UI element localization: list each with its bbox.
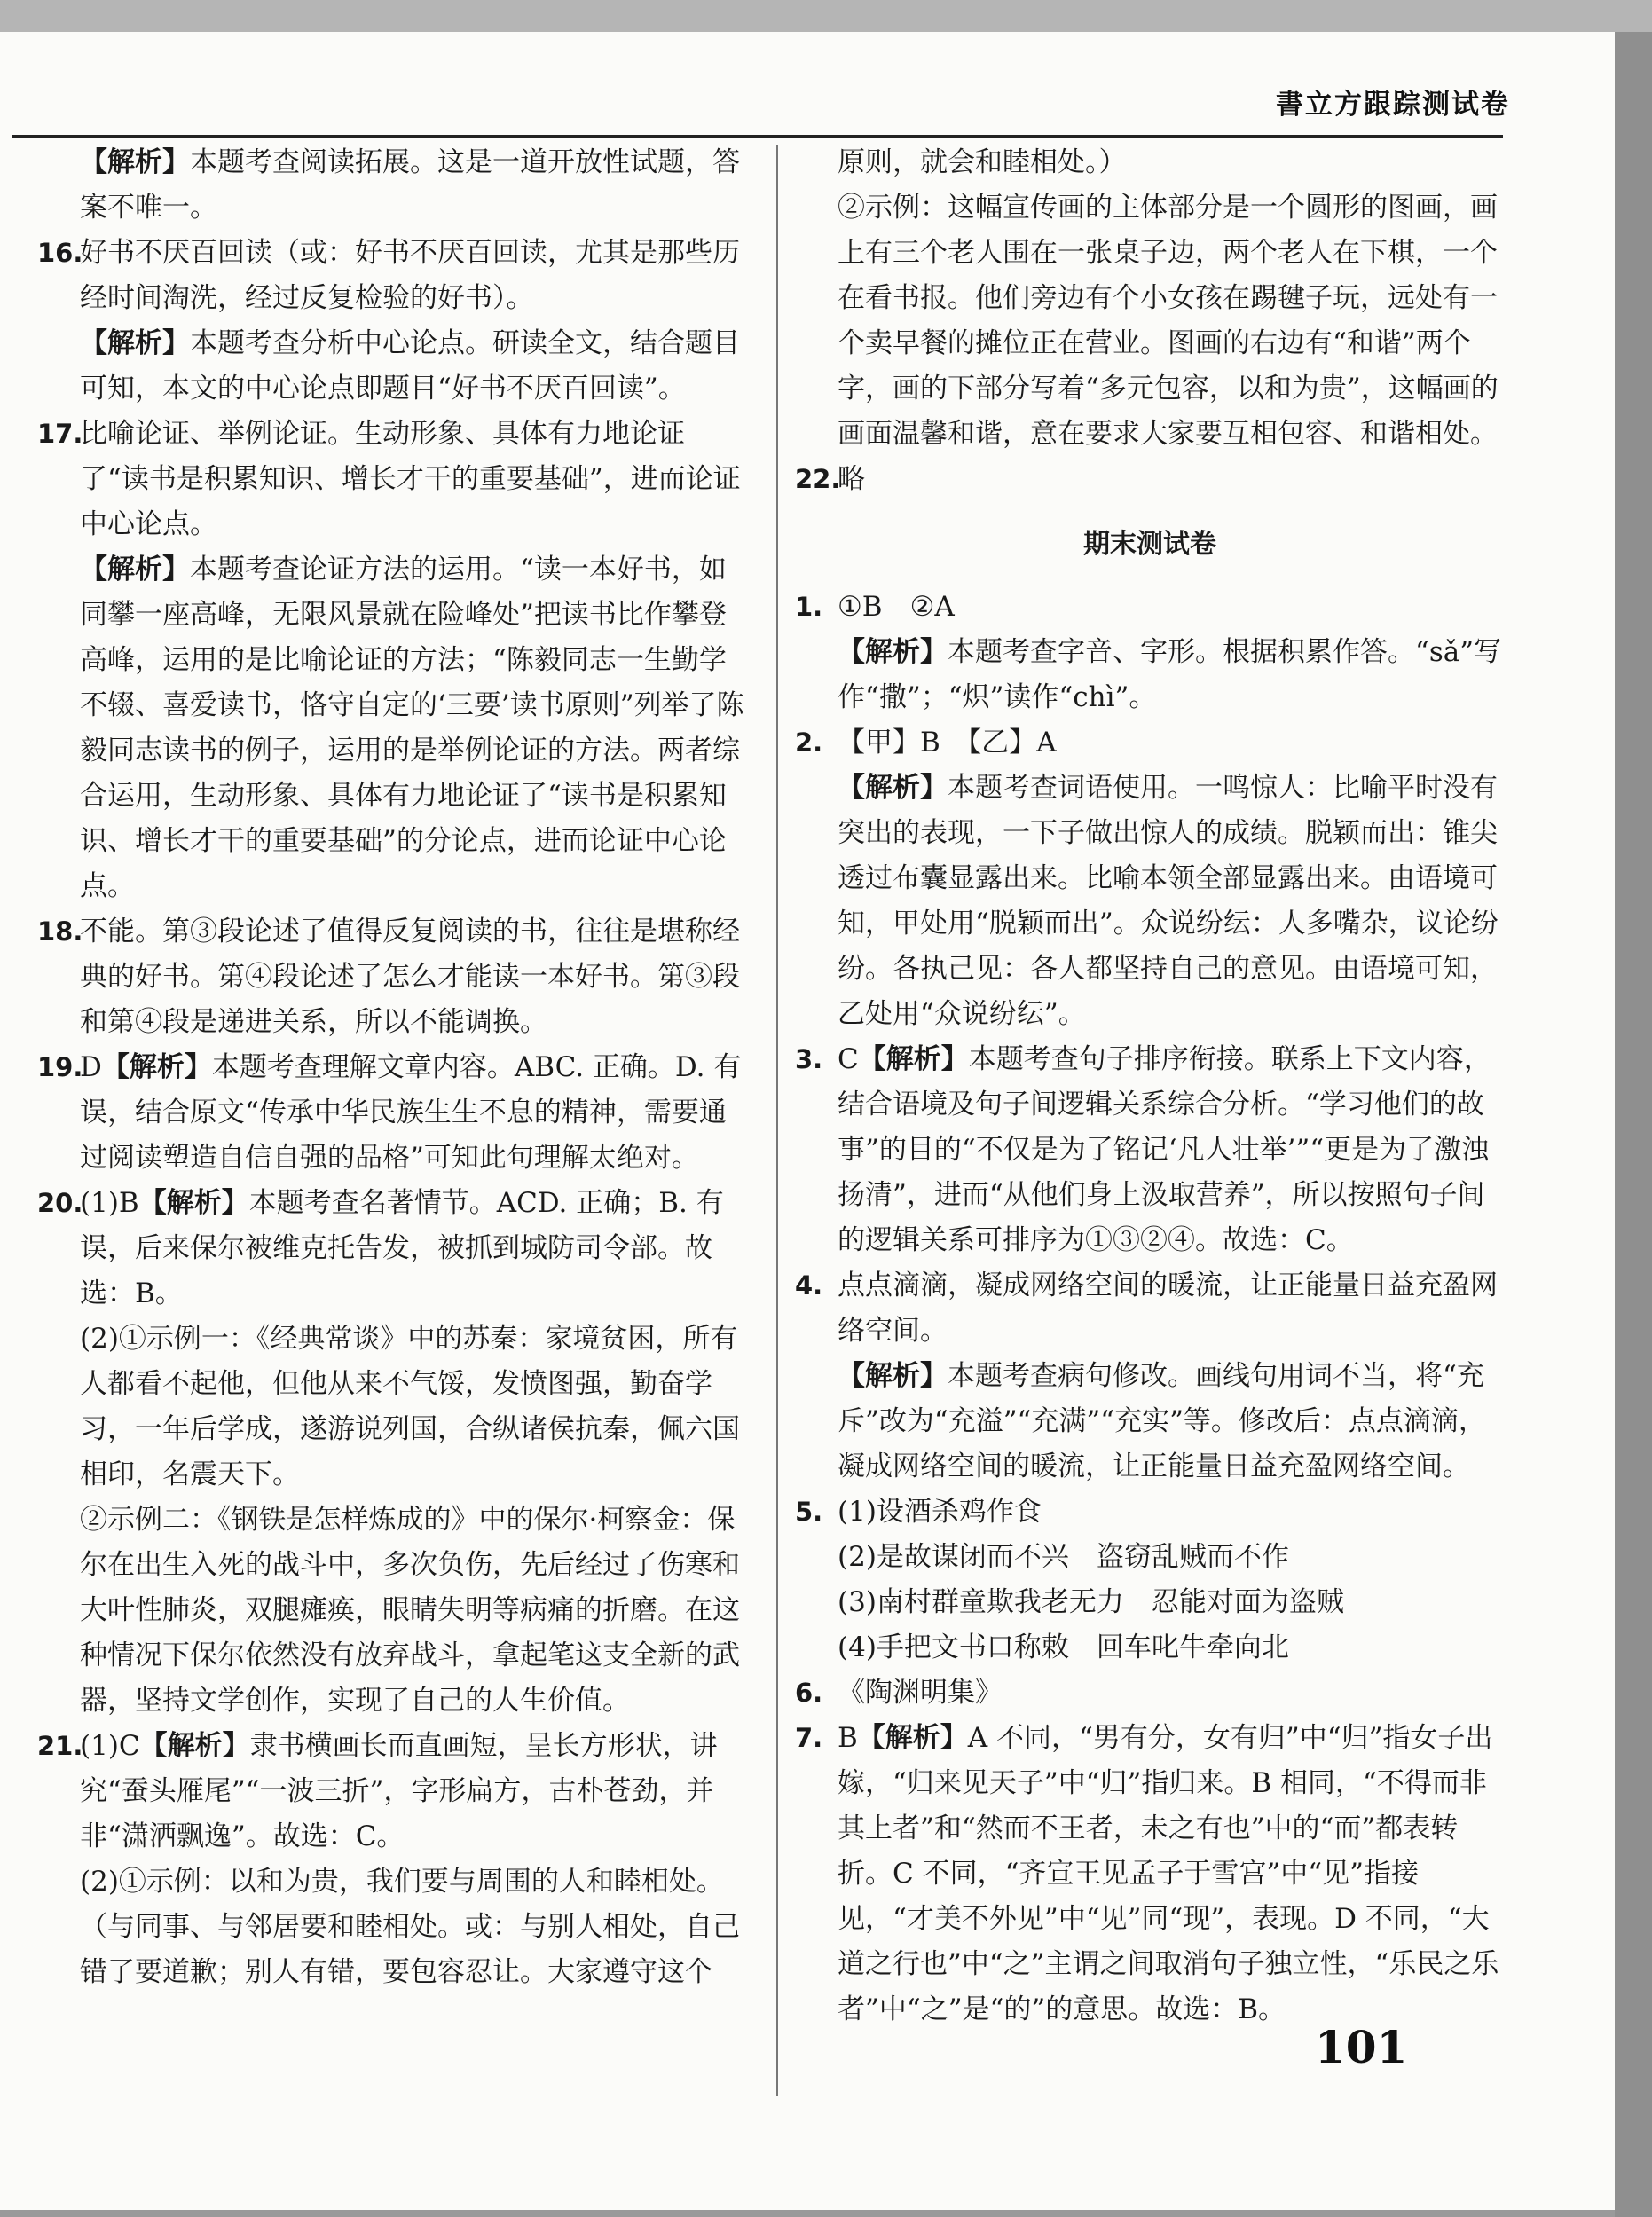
right-column [795, 140, 1505, 2032]
answer-item [795, 720, 1505, 766]
analysis-label: 【解析】 [857, 1722, 968, 1754]
answer-paragraph [37, 1317, 747, 1498]
answer-text: 原则，就会和睦相处。） [838, 146, 1127, 178]
analysis-label: 【解析】 [80, 327, 190, 359]
answer-body [838, 1263, 1505, 1354]
question-number: 3. [795, 1044, 823, 1074]
answer-text: (1)B [80, 1187, 139, 1219]
column-divider [776, 145, 778, 2096]
answer-paragraph [37, 321, 747, 412]
scan-top-border [0, 0, 1652, 32]
answer-text: 本题考查名著情节。ACD. 正确；B. 有误，后来保尔被维克托告发，被抓到城防司令部。故选：B。 [80, 1187, 724, 1309]
question-number: 6. [795, 1678, 823, 1708]
answer-line [838, 457, 1505, 502]
answer-item [795, 1263, 1505, 1354]
answer-body [838, 1490, 1505, 1671]
answer-text: B [838, 1722, 858, 1754]
answer-line [80, 1724, 747, 1859]
answer-text: ②示例二：《钢铁是怎样炼成的》中的保尔·柯察金：保尔在出生入死的战斗中，多次负伤，先后经过了伤寒和大叶性肺炎，双腿瘫痪，眼睛失明等病痛的折磨。在这种情况下保尔依然没有放弃战斗，拿起笔这支全新的武器，坚持文学创作，实现了自己的人生价值。 [80, 1504, 740, 1717]
answer-paragraph [37, 1498, 747, 1724]
analysis-label: 【解析】 [838, 772, 948, 804]
question-number: 7. [795, 1723, 823, 1753]
analysis-label: 【解析】 [838, 1360, 948, 1392]
answer-text: (1)C [80, 1730, 140, 1762]
answer-text: 好书不厌百回读（或：好书不厌百回读，尤其是那些历经时间淘洗，经过反复检验的好书）。 [80, 237, 740, 314]
answer-body [80, 1045, 747, 1181]
question-number: 1. [795, 592, 823, 622]
analysis-label: 【解析】 [838, 636, 948, 668]
answer-text: (2)①示例一：《经典常谈》中的苏秦：家境贫困，所有人都看不起他，但他从来不气馁，发愤图强，勤奋学习，一年后学成，遂游说列国，合纵诸侯抗秦，佩六国相印，名震天下。 [80, 1323, 740, 1490]
scan-right-border [1615, 32, 1652, 2217]
answer-body [838, 585, 1505, 630]
answer-text: 隶书横画长而直画短，呈长方形状，讲究“蚕头雁尾”“一波三折”，字形扁方，古朴苍劲，并非“潇洒飘逸”。故选：C。 [80, 1730, 718, 1852]
answer-item [37, 1724, 747, 1859]
answer-line [838, 1037, 1505, 1263]
answer-item [795, 585, 1505, 630]
analysis-label: 【解析】 [138, 1187, 249, 1219]
answer-line [838, 1535, 1505, 1580]
question-number: 2. [795, 727, 823, 758]
answer-line [838, 1625, 1505, 1671]
question-number: 22. [795, 464, 841, 494]
analysis-label: 【解析】 [80, 554, 190, 586]
question-number: 5. [795, 1497, 823, 1527]
answer-item [37, 1045, 747, 1181]
answer-text: 本题考查词语使用。一鸣惊人：比喻平时没有突出的表现，一下子做出惊人的成绩。脱颖而出：锥尖透过布囊显露出来。比喻本领全部显露出来。由语境可知，甲处用“脱颖而出”。众说纷纭：人多嘴杂，议论纷纷。各执己见：各人都坚持自己的意见。由语境可知，乙处用“众说纷纭”。 [838, 772, 1499, 1030]
answer-text: 点点滴滴，凝成网络空间的暖流，让正能量日益充盈网络空间。 [838, 1270, 1498, 1347]
answer-text: 略 [838, 463, 865, 495]
answer-text: ②示例：这幅宣传画的主体部分是一个圆形的图画，画上有三个老人围在一张桌子边，两个老人在下棋，一个在看书报。他们旁边有个小女孩在踢毽子玩，远处有一个卖早餐的摊位正在营业。图画的右边有“和谐”两个字，画的下部分写着“多元包容，以和为贵”，这幅画的画面温馨和谐，意在要求大家要互相包容、和谐相处。 [838, 192, 1499, 450]
answer-line [80, 412, 747, 547]
question-number: 18. [37, 916, 83, 947]
answer-line [838, 1671, 1505, 1716]
right-column-top [795, 140, 1505, 502]
answer-paragraph [795, 630, 1505, 720]
answer-body [838, 720, 1505, 766]
answer-body [838, 1671, 1505, 1716]
answer-text: A 不同，“男有分，女有归”中“归”指女子出嫁，“归来见天子”中“归”指归来。B 相同，“不得而非其上者”和“然而不王者，未之有也”中的“而”都表转折。C 不同，“齐宣王见孟子于雪宫”中“见”指接见，“才美不外见”中“见”同“现”，表现。D 不同，“大道之行也”中“之”主谓之间取消句子独立性，“乐民之乐者”中“之”是“的”的意思。故选：B。 [838, 1722, 1499, 2025]
answer-body [838, 457, 1505, 502]
answer-paragraph [37, 1859, 747, 1995]
answer-body [838, 1716, 1505, 2032]
answer-item [795, 1716, 1505, 2032]
answer-text: 不能。第③段论述了值得反复阅读的书，往往是堪称经典的好书。第④段论述了怎么才能读一本好书。第③段和第④段是递进关系，所以不能调换。 [80, 916, 740, 1038]
answer-paragraph [37, 140, 747, 231]
answer-body [80, 909, 747, 1045]
answer-line [838, 585, 1505, 630]
answer-item [37, 909, 747, 1045]
answer-text: 本题考查阅读拓展。这是一道开放性试题，答案不唯一。 [80, 146, 740, 224]
answer-item [795, 1671, 1505, 1716]
answer-line [838, 1263, 1505, 1354]
answer-line [838, 1716, 1505, 2032]
answer-text: 本题考查句子排序衔接。联系上下文内容，结合语境及句子间逻辑关系综合分析。“学习他们的故事”的目的“不仅是为了铭记‘凡人壮举’”“更是为了激浊扬清”，进而“从他们身上汲取营养”，所以按照句子间的逻辑关系可排序为①③②④。故选：C。 [838, 1043, 1491, 1256]
answer-line [838, 1580, 1505, 1625]
answer-text: 本题考查理解文章内容。ABC. 正确。D. 有误，结合原文“传承中华民族生生不息的精神，需要通过阅读塑造自信自强的品格”可知此句理解太绝对。 [80, 1051, 742, 1174]
right-column-bottom [795, 585, 1505, 2032]
answer-body [80, 231, 747, 321]
answer-item [37, 1181, 747, 1317]
answer-paragraph [795, 140, 1505, 185]
answer-line [80, 1181, 747, 1317]
answer-text: 《陶渊明集》 [838, 1677, 1003, 1709]
answer-text: C [838, 1043, 859, 1075]
answer-text: (2)是故谋闭而不兴 盗窃乱贼而不作 [838, 1541, 1289, 1573]
header-rule [12, 135, 1503, 138]
answer-text: 本题考查字音、字形。根据积累作答。“sǎ”写作“撒”；“炽”读作“chì”。 [838, 636, 1502, 713]
answer-text: 本题考查病句修改。画线句用词不当，将“充斥”改为“充溢”“充满”“充实”等。修改后：点点滴滴，凝成网络空间的暖流，让正能量日益充盈网络空间。 [838, 1360, 1486, 1482]
answer-line [838, 1490, 1505, 1535]
question-number: 16. [37, 238, 83, 268]
answer-text: 本题考查论证方法的运用。“读一本好书，如同攀一座高峰，无限风景就在险峰处”把读书比作攀登高峰，运用的是比喻论证的方法；“陈毅同志一生勤学不辍、喜爱读书，恪守自定的‘三要’读书原则”列举了陈毅同志读书的例子，运用的是举例论证的方法。两者综合运用，生动形象、具体有力地论证了“读书是积累知识、增长才干的重要基础”的分论点，进而论证中心论点。 [80, 554, 744, 902]
header-title: 書立方跟踪测试卷 [1276, 89, 1510, 121]
answer-item [795, 1490, 1505, 1671]
answer-line [80, 1045, 747, 1181]
section-title: 期末测试卷 [1083, 529, 1216, 560]
answer-text: (4)手把文书口称敕 回车叱牛牵向北 [838, 1631, 1289, 1663]
question-number: 19. [37, 1052, 83, 1082]
analysis-label: 【解析】 [139, 1730, 250, 1762]
question-number: 4. [795, 1270, 823, 1301]
answer-item [795, 1037, 1505, 1263]
answer-text: D [80, 1051, 102, 1083]
left-column [37, 140, 747, 1995]
answer-text: (2)①示例：以和为贵，我们要与周围的人和睦相处。（与同事、与邻居要和睦相处。或：与别人相处，自己错了要道歉；别人有错，要包容忍让。大家遵守这个 [80, 1866, 740, 1988]
answer-text: ①B ②A [838, 591, 955, 623]
question-number: 21. [37, 1731, 83, 1761]
answer-text: (1)设酒杀鸡作食 [838, 1496, 1042, 1528]
page-number: 101 [1315, 2021, 1408, 2073]
question-number: 17. [37, 419, 83, 449]
answer-paragraph [795, 185, 1505, 457]
answer-line [80, 231, 747, 321]
answer-paragraph [37, 547, 747, 909]
answer-text: 比喻论证、举例论证。生动形象、具体有力地论证了“读书是积累知识、增长才干的重要基础”，进而论证中心论点。 [80, 418, 741, 540]
answer-text: 【甲】B 【乙】A [838, 727, 1057, 759]
answer-body [80, 1181, 747, 1317]
answer-line [838, 720, 1505, 766]
answer-item [37, 231, 747, 321]
analysis-label: 【解析】 [80, 146, 190, 178]
answer-body [838, 1037, 1505, 1263]
analysis-label: 【解析】 [101, 1051, 212, 1083]
answer-paragraph [795, 766, 1505, 1037]
answer-item [37, 412, 747, 547]
answer-body [80, 412, 747, 547]
answer-line [80, 909, 747, 1045]
question-number: 20. [37, 1188, 83, 1218]
analysis-label: 【解析】 [858, 1043, 969, 1075]
answer-body [80, 1724, 747, 1859]
answer-paragraph [795, 1354, 1505, 1490]
answer-text: (3)南村群童欺我老无力 忍能对面为盗贼 [838, 1586, 1344, 1618]
answer-item [795, 457, 1505, 502]
answer-text: 本题考查分析中心论点。研读全文，结合题目可知，本文的中心论点即题目“好书不厌百回读”。 [80, 327, 740, 405]
